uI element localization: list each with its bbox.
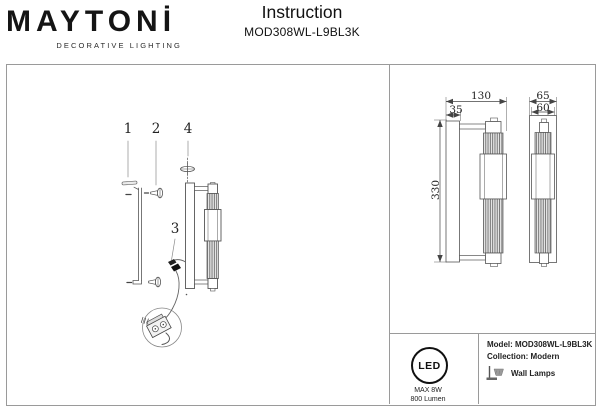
terminal-detail-circle (139, 308, 181, 347)
lumen-label: 800 Lumen (410, 395, 446, 403)
collection-spec-line: Collection: Modern (487, 352, 560, 361)
dim-depth-total: 130 (470, 90, 492, 102)
model-spec-line: Model: MOD308WL-L9BL3K (487, 340, 593, 349)
side-view-geometry (446, 118, 507, 267)
led-badge-label: LED (418, 359, 441, 372)
brand-tagline: DECORATIVE LIGHTING (56, 41, 182, 50)
brand-logo: MAYTONİ (6, 5, 177, 38)
exploded-view-diagram (122, 141, 221, 347)
dim-width-lamp: 60 (536, 102, 550, 114)
front-view-geometry (530, 116, 557, 267)
callout-2: 2 (151, 121, 161, 137)
part-wall-bracket (133, 187, 142, 284)
page-title: Instruction (261, 2, 343, 22)
wall-lamp-icon (487, 366, 504, 380)
model-code: MOD308WL-L9BL3K (244, 25, 360, 39)
part-screw-upper (145, 188, 163, 198)
dim-plate-depth: 35 (449, 104, 463, 116)
part-screw-lower (127, 277, 161, 287)
callout-4: 4 (183, 121, 193, 137)
callout-leader-lines (128, 141, 188, 260)
dim-width-outer: 65 (536, 90, 550, 102)
callout-3: 3 (170, 221, 180, 237)
lamp-body (186, 183, 222, 296)
led-badge (411, 347, 448, 384)
part-wire-connector (168, 259, 186, 309)
dim-height: 330 (430, 179, 442, 201)
max-power-label: MAX 8W (414, 387, 442, 394)
part-screw-top (181, 158, 195, 183)
front-view-drawing (530, 97, 557, 267)
category-label: Wall Lamps (511, 369, 556, 378)
callout-1: 1 (123, 121, 133, 137)
side-view-drawing (434, 97, 507, 267)
